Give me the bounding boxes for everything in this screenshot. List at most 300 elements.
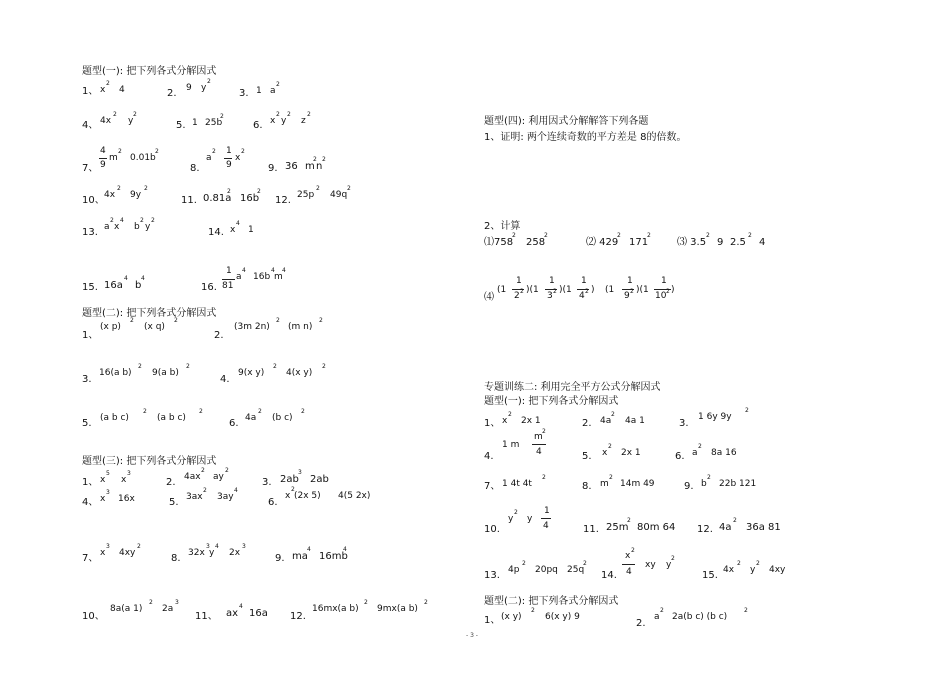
expr: 32x	[188, 548, 205, 558]
expr: 4a	[600, 416, 612, 426]
exponent: 2	[745, 407, 749, 414]
expr: a	[692, 448, 698, 458]
fraction-numerator: 4	[100, 146, 106, 156]
calc-item: ⑴758	[484, 237, 514, 248]
expr: 4a 1	[625, 416, 645, 426]
expr: a	[206, 153, 212, 163]
expr: 16b	[253, 272, 271, 282]
expr: 1	[192, 118, 198, 128]
fraction-numerator: 1	[661, 276, 667, 286]
section-heading-1: 题型(一): 把下列各式分解因式	[82, 66, 217, 77]
exponent: 2	[553, 288, 557, 295]
expr: ma	[292, 551, 308, 562]
expr: 1	[256, 86, 262, 96]
item-number: 8.	[190, 163, 200, 174]
item-number: 13.	[484, 570, 500, 581]
expr: y	[527, 514, 533, 524]
item-number: 4.	[484, 451, 494, 462]
expr: 16a	[249, 608, 268, 619]
item-number: 3.	[679, 418, 689, 429]
exponent: 2	[186, 363, 190, 370]
calc-item: ⑶ 3.5	[677, 237, 707, 248]
expr: 4x	[723, 565, 735, 575]
item-number: 3.	[262, 477, 272, 488]
exponent: 2	[542, 428, 546, 435]
expr: y	[201, 83, 207, 93]
fraction-denominator: 9	[226, 160, 232, 170]
exponent: 2	[130, 317, 134, 324]
expr: 1 6y 9y	[698, 412, 732, 422]
exponent: 2	[110, 217, 114, 224]
exponent: 3	[175, 599, 179, 606]
exponent: 2	[174, 317, 178, 324]
exponent: 2	[273, 363, 277, 370]
fraction-denominator: 2	[514, 291, 520, 301]
exponent: 2	[227, 188, 231, 195]
expr: 2ab	[310, 474, 329, 485]
calc-item: ⑷	[484, 292, 494, 303]
expr: 4(x y)	[286, 368, 313, 378]
expr: n	[316, 161, 323, 172]
exponent: 2	[631, 547, 635, 554]
item-number: 4、	[82, 497, 99, 508]
expr: 9y	[130, 190, 142, 200]
item-number: 6.	[675, 451, 685, 462]
expr: 4x	[100, 116, 112, 126]
item-number: 12.	[697, 524, 713, 535]
expr: 3ax	[186, 492, 203, 502]
expr: a	[104, 222, 110, 232]
exponent: 2	[118, 148, 122, 155]
item-number: 5.	[176, 120, 186, 131]
expr: (3m 2n)	[234, 322, 270, 332]
expr: x	[121, 475, 127, 485]
item-number: 4、	[82, 120, 99, 131]
expr: 36a 81	[746, 522, 781, 533]
exponent: 2	[276, 111, 280, 118]
item-number: 1、	[82, 86, 99, 97]
exponent: 2	[276, 81, 280, 88]
item-number: 1、	[484, 615, 501, 626]
expr: x	[285, 491, 291, 501]
fraction-numerator: m	[534, 432, 543, 442]
exponent: 2	[313, 156, 317, 163]
expr: 4p	[508, 565, 520, 575]
expr: 2.5	[730, 237, 746, 248]
exponent: 2	[149, 599, 153, 606]
fraction-denominator: 9	[100, 160, 106, 170]
expr: xy	[645, 560, 656, 570]
item-number: 11.	[583, 524, 599, 535]
item-number: 15.	[702, 570, 718, 581]
item-number: 3.	[82, 374, 92, 385]
expr: 25q	[567, 565, 585, 575]
expr: 2a(b c) (b c)	[672, 612, 728, 622]
exponent: 2	[522, 560, 526, 567]
exponent: 2	[514, 509, 518, 516]
section-heading-4: 题型(四): 利用因式分解解答下列各题	[484, 116, 649, 127]
expr: 4xy	[769, 565, 786, 575]
exponent: 2	[748, 232, 752, 239]
expr: x	[270, 116, 276, 126]
exponent: 2	[316, 185, 320, 192]
exponent: 4	[307, 546, 311, 553]
fraction-numerator: x	[625, 551, 631, 561]
topic-heading: 专题训练二: 利用完全平方公式分解因式	[484, 382, 661, 393]
expr: 9(a b)	[152, 368, 179, 378]
exponent: 2	[424, 599, 428, 606]
item-number: 1、	[484, 418, 501, 429]
fraction-bar	[541, 518, 551, 519]
fraction-denominator: 4	[626, 567, 632, 577]
fraction-denominator: 4	[579, 291, 585, 301]
exponent: 4	[271, 267, 275, 274]
item-number: 9.	[684, 481, 694, 492]
exponent: 2	[512, 232, 516, 239]
expr: 1	[248, 225, 254, 235]
exponent: 4	[236, 220, 240, 227]
expr: 8a 16	[711, 448, 737, 458]
item-number: 2.	[166, 477, 176, 488]
exponent: 2	[276, 317, 280, 324]
item-number: 2.	[167, 88, 177, 99]
exponent: 2	[106, 80, 110, 87]
exponent: 2	[225, 467, 229, 474]
calc-heading: 2、计算	[484, 221, 521, 232]
exponent: 2	[144, 185, 148, 192]
expr: 36	[285, 161, 298, 172]
exponent: 2	[583, 560, 587, 567]
expr: a	[236, 272, 242, 282]
fraction-bar	[224, 158, 232, 159]
fraction-numerator: 1	[627, 276, 633, 286]
exponent: 4	[239, 603, 243, 610]
exponent: 2	[291, 486, 295, 493]
exponent: 2	[508, 411, 512, 418]
fraction-bar	[99, 158, 107, 159]
item-number: 1、	[82, 330, 99, 341]
fraction-denominator: 4	[543, 521, 549, 531]
expr: y	[145, 222, 151, 232]
item-number: 10、	[82, 195, 105, 206]
fraction-bar	[622, 564, 635, 565]
expr: 6(x y) 9	[545, 612, 580, 622]
expr: a	[270, 86, 276, 96]
item-number: 10、	[82, 611, 105, 622]
item-number: 12.	[275, 195, 291, 206]
expr: 2x 1	[621, 448, 641, 458]
exponent: 2	[520, 288, 524, 295]
exponent: 4	[234, 487, 238, 494]
exponent: 2	[347, 185, 351, 192]
exponent: 2	[207, 78, 211, 85]
expr: ax	[226, 608, 239, 619]
section-heading-5: 题型(一): 把下列各式分解因式	[484, 396, 619, 407]
expr: 9	[186, 83, 192, 93]
fraction-denominator: 81	[222, 281, 234, 291]
expr: (b c)	[272, 413, 293, 423]
expr: b	[701, 479, 707, 489]
expr: x	[100, 475, 106, 485]
expr: 2x 1	[521, 416, 541, 426]
expr: y	[666, 560, 672, 570]
exponent: 4	[242, 267, 246, 274]
exponent: 2	[257, 188, 261, 195]
expr: )(1	[559, 285, 572, 295]
expr: 9	[717, 237, 724, 248]
expr: )(1	[636, 285, 649, 295]
expr: 1 4t 4t	[502, 479, 532, 489]
exponent: 4	[282, 267, 286, 274]
exponent: 3	[106, 543, 110, 550]
expr: b	[135, 280, 142, 291]
expr: m	[109, 153, 118, 163]
exponent: 2	[707, 474, 711, 481]
expr: x	[100, 85, 106, 95]
item-number: 10.	[484, 524, 500, 535]
exponent: 2	[737, 560, 741, 567]
exponent: 2	[199, 408, 203, 415]
section-heading-6: 题型(二): 把下列各式分解因式	[484, 596, 619, 607]
exponent: 2	[744, 607, 748, 614]
item-number: 8.	[171, 553, 181, 564]
item-number: 3.	[239, 88, 249, 99]
expr: (a b c)	[157, 413, 186, 423]
item-number: 11、	[195, 611, 218, 622]
exponent: 2	[671, 555, 675, 562]
expr: 2a	[162, 604, 174, 614]
calc-item: ⑵ 429	[586, 237, 619, 248]
exponent: 2	[609, 474, 613, 481]
expr: 16mx(a b)	[312, 604, 359, 614]
exponent: 2	[151, 217, 155, 224]
expr: 0.01b	[130, 153, 156, 163]
exponent: 2	[155, 148, 159, 155]
exponent: 3	[206, 543, 210, 550]
expr: 3ay	[217, 492, 234, 502]
exponent: 2	[138, 363, 142, 370]
item-number: 9.	[268, 163, 278, 174]
expr: 4(5 2x)	[338, 491, 371, 501]
exponent: 4	[124, 275, 128, 282]
expr: (1	[497, 285, 507, 295]
item-number: 13.	[82, 227, 98, 238]
expr: 9mx(a b)	[377, 604, 418, 614]
exponent: 2	[542, 474, 546, 481]
expr: ay	[213, 472, 224, 482]
expr: m	[600, 479, 609, 489]
expr: 1 m	[502, 440, 520, 450]
exponent: 3	[242, 543, 246, 550]
expr: 16x	[118, 494, 135, 504]
expr: b	[134, 222, 140, 232]
exponent: 2	[319, 317, 323, 324]
expr: y	[281, 116, 287, 126]
expr: (1	[605, 285, 615, 295]
exponent: 2	[301, 408, 305, 415]
fraction-denominator: 4	[536, 447, 542, 457]
exponent: 2	[733, 517, 737, 524]
fraction-bar	[532, 444, 546, 445]
expr: (x y)	[501, 612, 522, 622]
fraction-numerator: 1	[581, 276, 587, 286]
expr: )	[591, 285, 595, 295]
item-number: 2.	[582, 418, 592, 429]
expr: 4ax	[184, 472, 201, 482]
exponent: 2	[140, 217, 144, 224]
exponent: 2	[133, 111, 137, 118]
expr: (m n)	[288, 322, 313, 332]
expr: 4x	[104, 190, 116, 200]
expr: x	[230, 225, 236, 235]
item-number: 7、	[484, 481, 501, 492]
proof-problem: 1、证明: 两个连续奇数的平方差是 8的倍数。	[484, 132, 687, 143]
expr: )	[671, 285, 675, 295]
section-heading-2: 题型(二): 把下列各式分解因式	[82, 308, 217, 319]
page-number: - 3 -	[466, 632, 478, 639]
fraction-numerator: 1	[544, 506, 550, 516]
expr: 16b	[240, 193, 260, 204]
expr: 25p	[297, 190, 315, 200]
expr: 14m 49	[620, 479, 655, 489]
item-number: 4.	[220, 374, 230, 385]
item-number: 1、	[82, 477, 99, 488]
exponent: 2	[617, 232, 621, 239]
expr: y	[209, 548, 215, 558]
expr: 4	[759, 237, 766, 248]
item-number: 9.	[275, 553, 285, 564]
exponent: 4	[120, 217, 124, 224]
exponent: 2	[322, 363, 326, 370]
exponent: 2	[531, 607, 535, 614]
expr: 4xy	[119, 548, 136, 558]
exponent: 3	[127, 470, 131, 477]
exponent: 2	[608, 443, 612, 450]
exponent: 2	[322, 156, 326, 163]
expr: x	[100, 548, 106, 558]
item-number: 5.	[82, 418, 92, 429]
item-number: 5.	[582, 451, 592, 462]
expr: 0.81a	[203, 193, 232, 204]
expr: (x q)	[144, 322, 165, 332]
expr: (x p)	[100, 322, 121, 332]
exponent: 2	[137, 543, 141, 550]
expr: (2x 5)	[294, 491, 321, 501]
expr: x	[114, 222, 120, 232]
expr: 49q	[330, 190, 348, 200]
expr: 16a	[104, 280, 123, 291]
exponent: 2	[698, 443, 702, 450]
exponent: 2	[212, 148, 216, 155]
item-number: 5.	[169, 497, 179, 508]
fraction-numerator: 1	[226, 266, 232, 276]
fraction-numerator: 1	[516, 276, 522, 286]
expr: 80m 64	[637, 522, 676, 533]
expr: 2ab	[280, 474, 299, 485]
item-number: 15.	[82, 282, 98, 293]
expr: 16(a b)	[99, 368, 132, 378]
expr: m	[305, 161, 315, 172]
expr: 8a(a 1)	[110, 604, 143, 614]
expr: 25b	[205, 118, 223, 128]
item-number: 16.	[201, 282, 217, 293]
fraction-numerator: 1	[549, 276, 555, 286]
exponent: 2	[666, 288, 670, 295]
exponent: 2	[220, 113, 224, 120]
expr: 4a	[245, 413, 257, 423]
item-number: 2.	[214, 330, 224, 341]
exponent: 2	[307, 111, 311, 118]
exponent: 2	[201, 467, 205, 474]
exponent: 2	[611, 411, 615, 418]
expr: 25m	[606, 522, 629, 533]
exponent: 2	[143, 408, 147, 415]
expr: 20pq	[535, 565, 558, 575]
exponent: 2	[113, 111, 117, 118]
exponent: 3	[298, 469, 302, 476]
expr: x	[502, 416, 508, 426]
exponent: 2	[117, 185, 121, 192]
item-number: 7、	[82, 553, 99, 564]
item-number: 11.	[181, 195, 197, 206]
item-number: 7、	[82, 163, 99, 174]
expr: 2x	[229, 548, 241, 558]
fraction-numerator: 1	[226, 146, 232, 156]
exponent: 2	[287, 111, 291, 118]
expr: y	[128, 116, 134, 126]
fraction-denominator: 10	[655, 291, 667, 301]
expr: y	[750, 565, 756, 575]
expr: z	[301, 116, 306, 126]
expr: 4a	[719, 522, 732, 533]
exponent: 3	[106, 489, 110, 496]
exponent: 4	[141, 275, 145, 282]
exponent: 2	[756, 560, 760, 567]
exponent: 5	[106, 470, 110, 477]
expr: 16mb	[319, 551, 348, 562]
item-number: 8.	[582, 481, 592, 492]
exponent: 4	[215, 543, 219, 550]
expr: a	[654, 612, 660, 622]
item-number: 14.	[601, 570, 617, 581]
expr: 171	[629, 237, 649, 248]
expr: y	[508, 514, 514, 524]
exponent: 2	[660, 607, 664, 614]
exponent: 2	[585, 288, 589, 295]
item-number: 14.	[208, 227, 224, 238]
exponent: 2	[706, 232, 710, 239]
expr: m	[274, 272, 283, 282]
expr: )(1	[526, 285, 539, 295]
exponent: 4	[343, 546, 347, 553]
item-number: 6.	[268, 497, 278, 508]
exponent: 2	[364, 599, 368, 606]
expr: x	[100, 494, 106, 504]
exponent: 2	[630, 288, 634, 295]
exponent: 2	[203, 487, 207, 494]
expr: x	[235, 153, 241, 163]
exponent: 2	[241, 148, 245, 155]
section-heading-3: 题型(三): 把下列各式分解因式	[82, 456, 217, 467]
exponent: 2	[627, 517, 631, 524]
expr: 22b 121	[719, 479, 757, 489]
expr: 9(x y)	[238, 368, 265, 378]
fraction-bar	[222, 279, 235, 280]
item-number: 2.	[636, 618, 646, 629]
exponent: 2	[544, 232, 548, 239]
exponent: 2	[647, 232, 651, 239]
item-number: 6.	[253, 120, 263, 131]
